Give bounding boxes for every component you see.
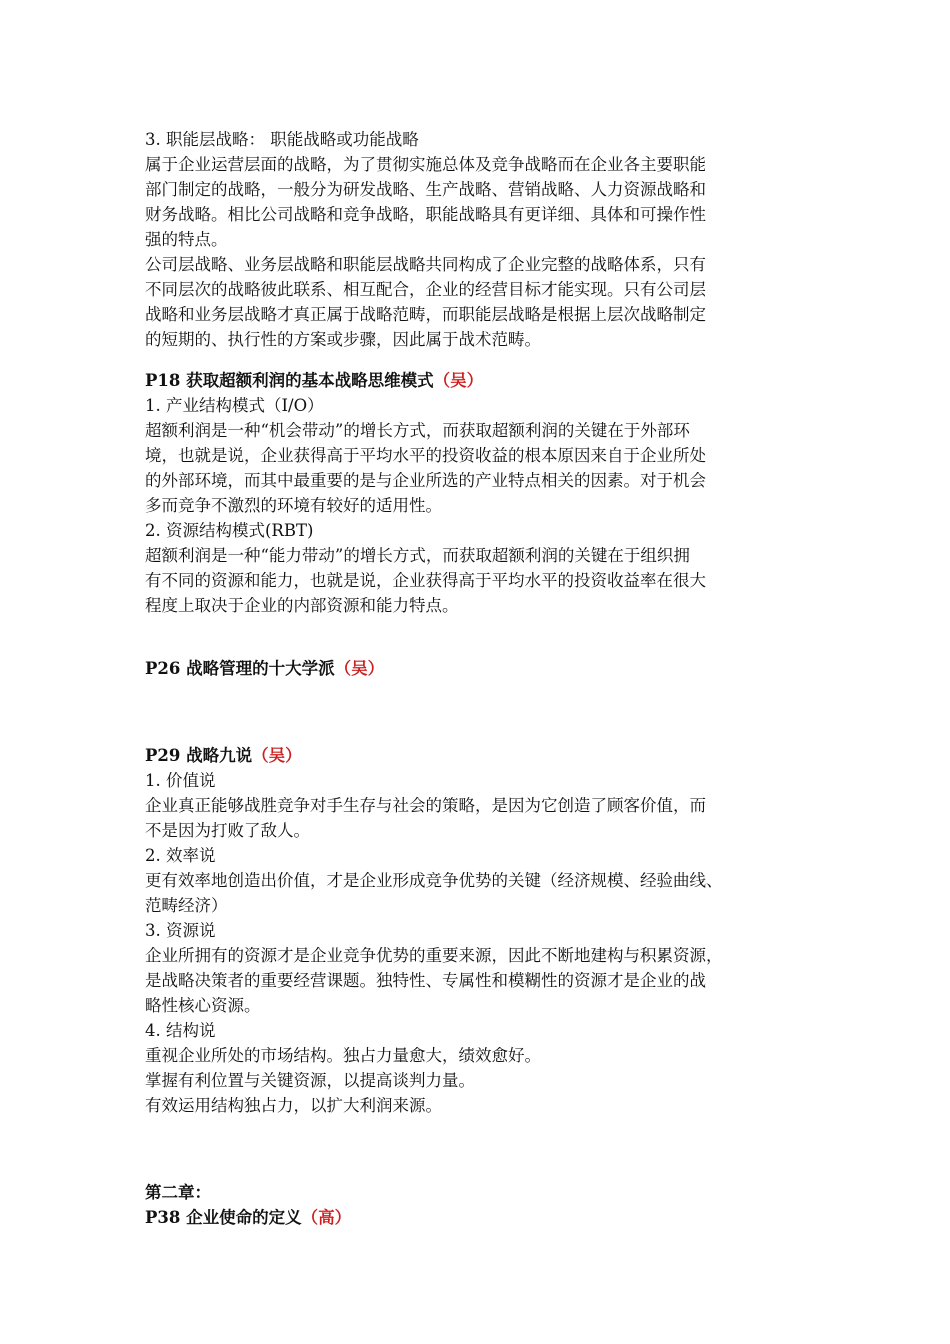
p29-item-title: 2. 效率说 xyxy=(145,846,216,865)
paragraph-line: 属于企业运营层面的战略，为了贯彻实施总体及竞争战略而在企业各主要职能 xyxy=(145,155,706,174)
p29-author: （吴） xyxy=(252,746,302,765)
p29-item-title: 3. 资源说 xyxy=(145,921,216,940)
paragraph-line: 不同层次的战略彼此联系、相互配合，企业的经营目标才能实现。只有公司层 xyxy=(145,280,706,299)
paragraph-line: 的外部环境，而其中最重要的是与企业所选的产业特点相关的因素。对于机会 xyxy=(145,471,706,490)
paragraph-line: 有不同的资源和能力，也就是说，企业获得高于平均水平的投资收益率在很大 xyxy=(145,571,706,590)
paragraph-line: 掌握有利位置与关键资源，以提高谈判力量。 xyxy=(145,1071,475,1090)
paragraph-line: 不是因为打败了敌人。 xyxy=(145,821,310,840)
p18-heading-text: P18 获取超额利润的基本战略思维模式 xyxy=(145,371,434,390)
paragraph-line: 企业所拥有的资源才是企业竞争优势的重要来源，因此不断地建构与积累资源， xyxy=(145,946,723,965)
document-page xyxy=(145,127,815,1230)
paragraph-line: 是战略决策者的重要经营课题。独特性、专属性和模糊性的资源才是企业的战 xyxy=(145,971,706,990)
p38-heading-text: P38 企业使命的定义 xyxy=(145,1208,302,1227)
paragraph-line: 部门制定的战略，一般分为研发战略、生产战略、营销战略、人力资源战略和 xyxy=(145,180,706,199)
paragraph-line: 多而竞争不激烈的环境有较好的适用性。 xyxy=(145,496,442,515)
p38-author: （高） xyxy=(301,1208,352,1227)
paragraph-line: 更有效率地创造出价值，才是企业形成竞争优势的关键（经济规模、经验曲线、 xyxy=(145,871,723,890)
paragraph-line: 重视企业所处的市场结构。独占力量愈大，绩效愈好。 xyxy=(145,1046,541,1065)
paragraph-line: 范畴经济） xyxy=(145,896,228,915)
chapter2-title: 第二章： xyxy=(145,1183,211,1202)
p26-heading xyxy=(145,656,815,681)
paragraph-line: 略性核心资源。 xyxy=(145,996,261,1015)
p26-author: （吴） xyxy=(334,659,385,678)
paragraph-line: 超额利润是一种“机会带动”的增长方式，而获取超额利润的关键在于外部环 xyxy=(145,421,690,440)
p29-item-title: 1. 价值说 xyxy=(145,771,216,790)
paragraph-line: 战略和业务层战略才真正属于战略范畴，而职能层战略是根据上层次战略制定 xyxy=(145,305,706,324)
paragraph-line: 的短期的、执行性的方案或步骤，因此属于战术范畴。 xyxy=(145,330,541,349)
paragraph-line: 境，也就是说，企业获得高于平均水平的投资收益的根本原因来自于企业所处 xyxy=(145,446,706,465)
paragraph-line: 强的特点。 xyxy=(145,230,228,249)
paragraph-line: 企业真正能够战胜竞争对手生存与社会的策略，是因为它创造了顾客价值，而 xyxy=(145,796,706,815)
p26-heading-text: P26 战略管理的十大学派 xyxy=(145,659,335,678)
p29-item-title: 4. 结构说 xyxy=(145,1021,216,1040)
paragraph-line: 程度上取决于企业的内部资源和能力特点。 xyxy=(145,596,459,615)
paragraph-line: 超额利润是一种“能力带动”的增长方式，而获取超额利润的关键在于组织拥 xyxy=(145,546,690,565)
functional-strategy-title: 3. 职能层战略： 职能战略或功能战略 xyxy=(145,130,419,149)
paragraph-line: 财务战略。相比公司战略和竞争战略，职能战略具有更详细、具体和可操作性 xyxy=(145,205,706,224)
p29-heading xyxy=(145,743,815,768)
p18-item1-title: 1. 产业结构模式（I/O） xyxy=(145,396,324,415)
p18-heading xyxy=(145,368,815,393)
p38-heading xyxy=(145,1205,815,1230)
p18-item2-title: 2. 资源结构模式(RBT) xyxy=(145,521,314,540)
p29-heading-text: P29 战略九说 xyxy=(145,746,253,765)
paragraph-line: 有效运用结构独占力，以扩大利润来源。 xyxy=(145,1096,442,1115)
paragraph-line: 公司层战略、业务层战略和职能层战略共同构成了企业完整的战略体系，只有 xyxy=(145,255,706,274)
p18-author: （吴） xyxy=(433,371,484,390)
